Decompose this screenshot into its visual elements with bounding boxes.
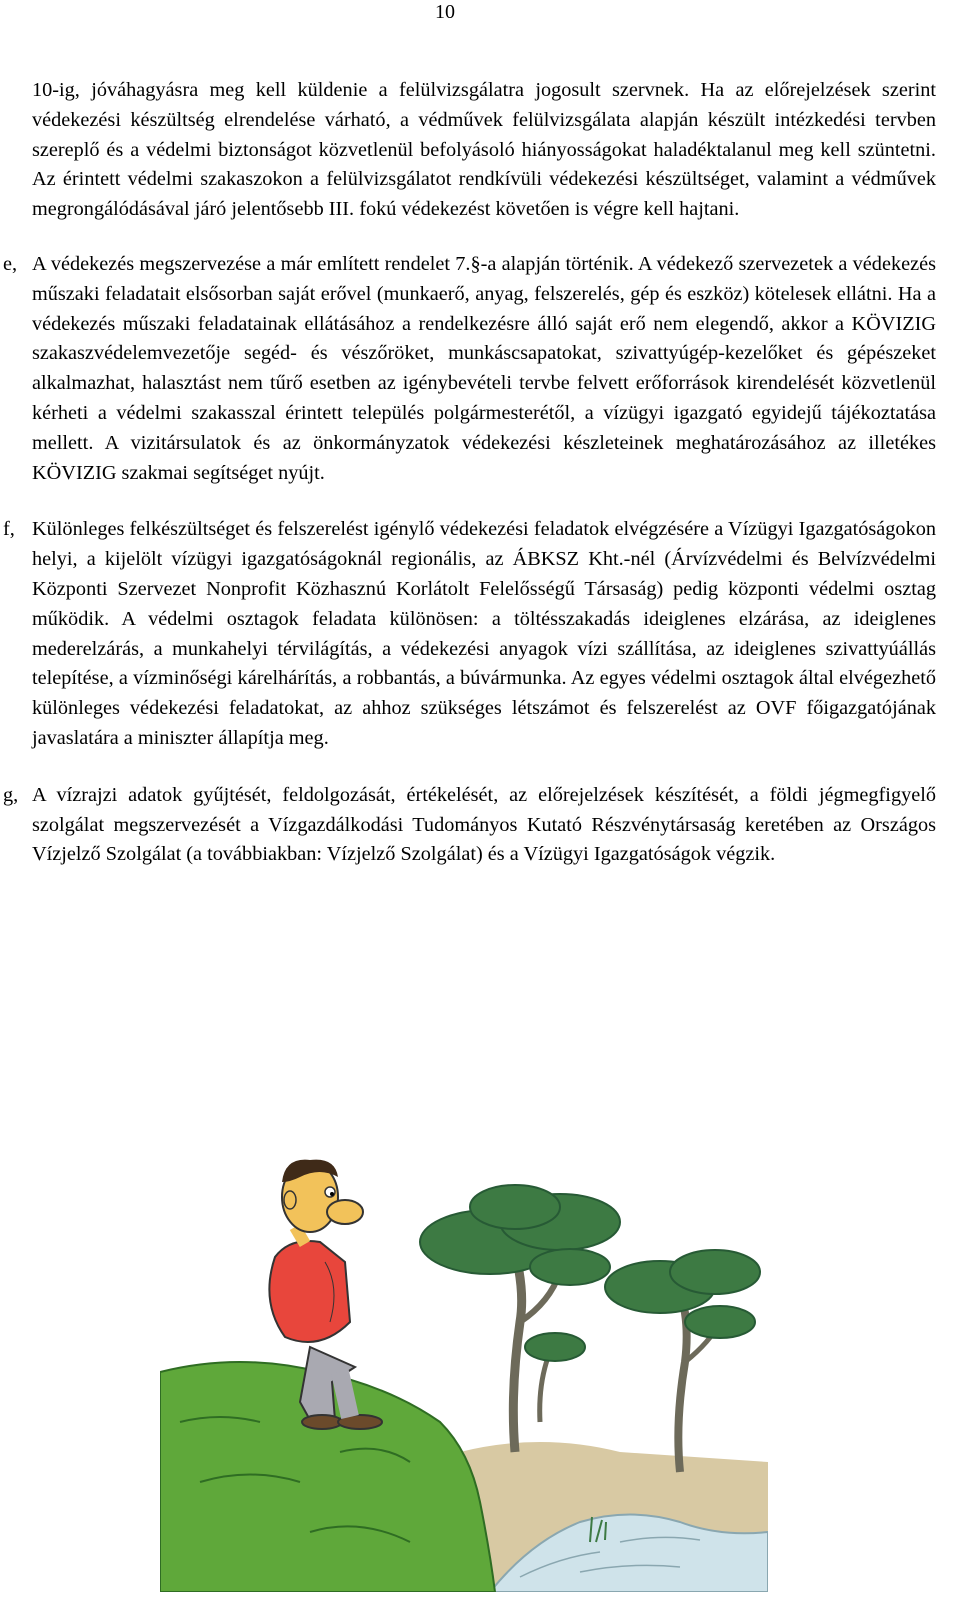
list-item-text: Különleges felkészültséget és felszerelést igénylő védekezési feladatok elvégzésére a Vízügyi Igazgatóságokon helyi, a kijelölt vízügyi igazgatóságoknál regionális, az ÁBKSZ Kht.-nél (Árvízvédelmi és Belvízvédelmi Központi Szervezet Nonprofit Közhasznú Korlátolt Felelősségű Társaság) pedig központi védelmi osztag működik. A védelmi osztagok feladata különösen: a töltésszakadás ideiglenes elzárása, az ideiglenes mederelzárás, a munkahelyi térvilágítás, a védekezési anyagok vízi szállítása, az ideiglenes szivattyúállás telepítése, a vízminőségi kárelhárítás, a robbantás, a búvármunka. Az egyes védelmi osztagok által elvégezhető különleges védekezési feladatokat, az ahhoz szükséges létszámot és felszerelést az OVF főigazgatójának javaslatára a miniszter állapítja meg. bbox=[32, 518, 936, 749]
list-marker: e, bbox=[3, 252, 18, 275]
list-item-f bbox=[3, 515, 936, 753]
list-marker: f, bbox=[3, 518, 15, 541]
list-item-g bbox=[3, 781, 936, 870]
list-marker: g, bbox=[3, 783, 19, 806]
page-number: 10 bbox=[435, 1, 455, 23]
continuation-paragraph: 10-ig, jóváhagyásra meg kell küldenie a felülvizsgálatra jogosult szervnek. Ha az előrejelzések szerint védekezési készültség elrendelése várható, a védművek felülvizsgálata alapján készült intézkedési tervben szereplő és a védelmi biztonságot közvetlenül befolyásoló hiányosságokat haladéktalanul meg kell szüntetni. Az érintett védelmi szakaszokon a felülvizsgálatot rendkívüli védekezési készültséget, valamint a védművek megrongálódásával járó jelentősebb III. fokú védekezést követően is végre kell hajtani. bbox=[32, 79, 936, 221]
drought-cartoon-icon bbox=[160, 1122, 768, 1592]
tree-foliage bbox=[420, 1185, 760, 1361]
list-item-text: A vízrajzi adatok gyűjtését, feldolgozását, értékelését, az előrejelzések készítését, a földi jégmegfigyelő szolgálat megszervezését a Vízgazdálkodási Tudományos Kutató Részvénytársaság keretében az Országos Vízjelző Szolgálat (a továbbiakban: Vízjelző Szolgálat) és a Vízügyi Igazgatóságok végzik. bbox=[32, 783, 936, 866]
list-item-text: A védekezés megszervezése a már említett rendelet 7.§-a alapján történik. A védekező szervezetek a védekezés műszaki feladatait elsősorban saját erővel (munkaerő, anyag, felszerelés, gép és eszköz) kötelesek ellátni. Ha a védekezés műszaki feladatainak ellátásához a rendelkezésre álló saját erő nem elegendő, akkor a KÖVIZIG szakaszvédelemvezetője segéd- és vészőröket, munkáscsapatokat, szivattyúgép-kezelőket és gépészeket alkalmazhat, halasztást nem tűrő esetben az igénybevételi tervbe felvett erőforrások kirendelését közvetlenül kérheti a védelmi szakasszal érintett település polgármesterétől, a vízügyi igazgató egyidejű tájékoztatása mellett. A vizitársulatok és az önkormányzatok védekezési készleteinek meghatározásához az illetékes KÖVIZIG szakmai segítséget nyújt. bbox=[32, 252, 936, 484]
list-item-e bbox=[3, 250, 936, 488]
tree-trunk bbox=[513, 1252, 521, 1452]
cartoon-illustration bbox=[160, 1122, 768, 1592]
document-body bbox=[3, 76, 936, 897]
